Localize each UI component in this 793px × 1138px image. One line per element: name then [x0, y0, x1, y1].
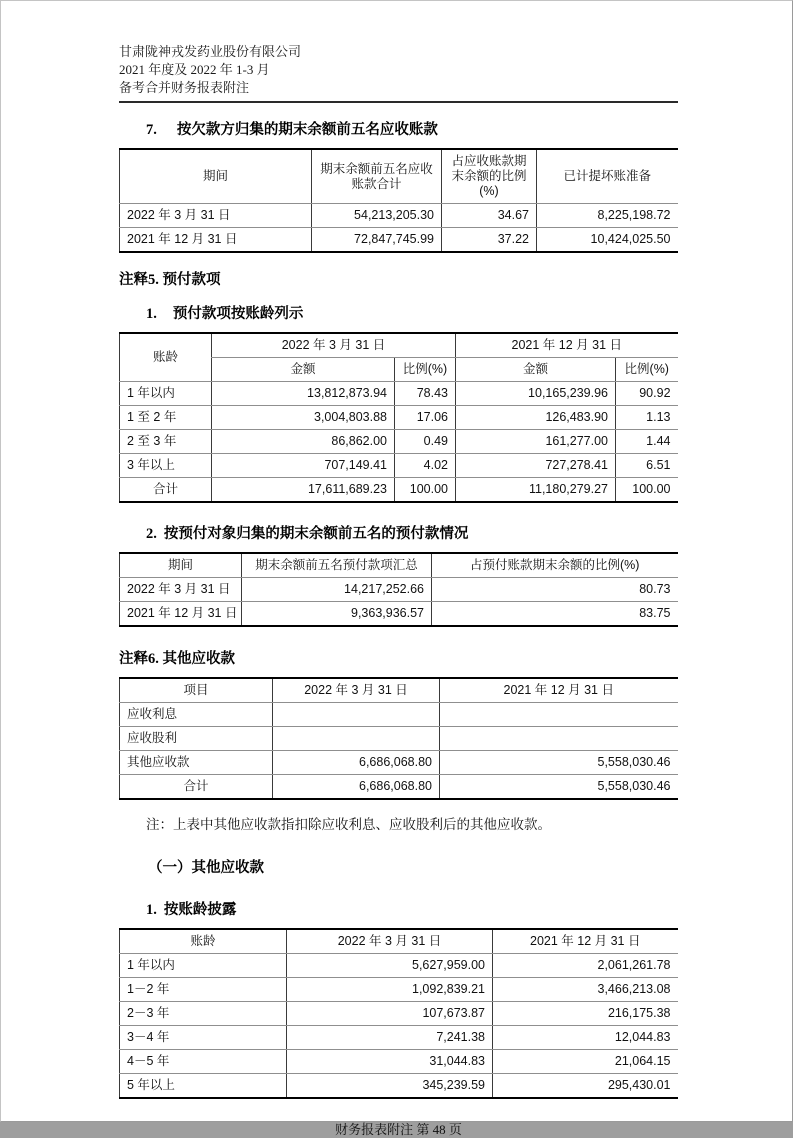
- table-row: [120, 228, 678, 253]
- ratio-cell: 100.00: [616, 478, 678, 503]
- table-row: [120, 382, 678, 406]
- amount-cell: 17,611,689.23: [212, 478, 395, 503]
- page-content: [119, 1, 678, 1138]
- section-title: 按账龄披露: [163, 902, 237, 918]
- column-header: 占应收账款期末余额的比例(%): [442, 149, 537, 204]
- prepayments-aging-table: [119, 332, 678, 503]
- amount-cell: 5,627,959.00: [287, 954, 493, 978]
- section-title: 按欠款方归集的期末余额前五名应收账款: [176, 122, 438, 138]
- table-header-row: [120, 929, 678, 954]
- amount-cell: 161,277.00: [456, 430, 616, 454]
- amount-cell: [273, 727, 440, 751]
- note5-sub1-heading: [146, 302, 678, 323]
- column-header: 金额: [456, 358, 616, 382]
- table-row: [120, 978, 678, 1002]
- period-cell: 2021 年 12 月 31 日: [120, 602, 242, 627]
- column-header: 账龄: [120, 333, 212, 382]
- item-cell: 应收利息: [120, 703, 273, 727]
- table-row: [120, 454, 678, 478]
- table-row: [120, 1050, 678, 1074]
- amount-cell: 5,558,030.46: [440, 775, 678, 800]
- column-header: 期末余额前五名预付款项汇总: [242, 553, 432, 578]
- ratio-cell: 37.22: [442, 228, 537, 253]
- period-cell: 2021 年 12 月 31 日: [120, 228, 312, 253]
- ratio-cell: 100.00: [395, 478, 456, 503]
- section-number: 2.: [146, 526, 157, 542]
- note6-sub1-heading: [146, 898, 678, 919]
- ratio-cell: 1.44: [616, 430, 678, 454]
- aging-cell: 3 年以上: [120, 454, 212, 478]
- aging-cell: 1－2 年: [120, 978, 287, 1002]
- table-header-row: [120, 149, 678, 204]
- table-row: [120, 602, 678, 627]
- aging-cell: 2 至 3 年: [120, 430, 212, 454]
- other-receivables-aging-table: [119, 928, 678, 1099]
- amount-cell: 345,239.59: [287, 1074, 493, 1099]
- amount-cell: 6,686,068.80: [273, 775, 440, 800]
- column-header: 期末余额前五名应收账款合计: [312, 149, 442, 204]
- aging-cell: 1 至 2 年: [120, 406, 212, 430]
- column-header: 2021 年 12 月 31 日: [440, 678, 678, 703]
- amount-cell: 13,812,873.94: [212, 382, 395, 406]
- column-group-header: 2022 年 3 月 31 日: [212, 333, 456, 358]
- amount-cell: 3,004,803.88: [212, 406, 395, 430]
- amount-cell: 1,092,839.21: [287, 978, 493, 1002]
- amount-cell: 21,064.15: [493, 1050, 678, 1074]
- column-header: 比例(%): [616, 358, 678, 382]
- amount-cell: 295,430.01: [493, 1074, 678, 1099]
- amount-cell: 86,862.00: [212, 430, 395, 454]
- amount-cell: 3,466,213.08: [493, 978, 678, 1002]
- column-header: 2022 年 3 月 31 日: [273, 678, 440, 703]
- table-row: [120, 1074, 678, 1099]
- table-row: [120, 954, 678, 978]
- section-title: 按预付对象归集的期末余额前五名的预付款情况: [163, 526, 469, 542]
- amount-cell: 107,673.87: [287, 1002, 493, 1026]
- amount-cell: 9,363,936.57: [242, 602, 432, 627]
- amount-cell: 5,558,030.46: [440, 751, 678, 775]
- period-cell: 2022 年 3 月 31 日: [120, 578, 242, 602]
- column-header: 2021 年 12 月 31 日: [493, 929, 678, 954]
- aging-cell: 2－3 年: [120, 1002, 287, 1026]
- column-header: 期间: [120, 149, 312, 204]
- item-cell: 其他应收款: [120, 751, 273, 775]
- amount-cell: 216,175.38: [493, 1002, 678, 1026]
- section-number: 1.: [146, 902, 157, 918]
- table-row: [120, 406, 678, 430]
- ratio-cell: 1.13: [616, 406, 678, 430]
- section-number: 1.: [146, 306, 157, 322]
- amount-cell: [440, 703, 678, 727]
- ratio-cell: 4.02: [395, 454, 456, 478]
- total-label-cell: 合计: [120, 478, 212, 503]
- amount-cell: [440, 727, 678, 751]
- total-row: [120, 775, 678, 800]
- ratio-cell: 34.67: [442, 204, 537, 228]
- column-header: 金额: [212, 358, 395, 382]
- ratio-cell: 80.73: [432, 578, 678, 602]
- amount-cell: 707,149.41: [212, 454, 395, 478]
- sub-section-one-heading: （一）其他应收款: [148, 860, 264, 876]
- column-header: 期间: [120, 553, 242, 578]
- table-row: [120, 204, 678, 228]
- amount-cell: 2,061,261.78: [493, 954, 678, 978]
- section-7-heading: [146, 118, 678, 139]
- amount-cell: 72,847,745.99: [312, 228, 442, 253]
- ratio-cell: 90.92: [616, 382, 678, 406]
- aging-cell: 1 年以内: [120, 954, 287, 978]
- period-cell: 2022 年 3 月 31 日: [120, 204, 312, 228]
- document-header: [119, 43, 678, 103]
- aging-cell: 1 年以内: [120, 382, 212, 406]
- other-receivables-table: [119, 677, 678, 800]
- column-header: 项目: [120, 678, 273, 703]
- amount-cell: [273, 703, 440, 727]
- section-title: 预付款项按账龄列示: [172, 306, 304, 322]
- amount-cell: 8,225,198.72: [537, 204, 678, 228]
- column-header: 比例(%): [395, 358, 456, 382]
- amount-cell: 31,044.83: [287, 1050, 493, 1074]
- report-period: 2021 年度及 2022 年 1-3 月: [119, 62, 270, 77]
- column-header: 账龄: [120, 929, 287, 954]
- amount-cell: 14,217,252.66: [242, 578, 432, 602]
- report-title: 备考合并财务报表附注: [119, 80, 250, 95]
- column-header: 已计提坏账准备: [537, 149, 678, 204]
- section-number: 7.: [146, 122, 157, 138]
- table-header-row: [120, 553, 678, 578]
- note6-heading: 注释6. 其他应收款: [119, 651, 235, 667]
- table-header-row: [120, 333, 678, 358]
- amount-cell: 11,180,279.27: [456, 478, 616, 503]
- note5-heading: 注释5. 预付款项: [119, 272, 221, 288]
- table-row: [120, 430, 678, 454]
- table-row: [120, 1026, 678, 1050]
- table-row: [120, 1002, 678, 1026]
- column-header: 占预付账款期末余额的比例(%): [432, 553, 678, 578]
- page-footer: 财务报表附注 第 48 页: [335, 1122, 462, 1137]
- amount-cell: 727,278.41: [456, 454, 616, 478]
- column-group-header: 2021 年 12 月 31 日: [456, 333, 678, 358]
- table-row: [120, 727, 678, 751]
- note6-remark: 注：上表中其他应收款指扣除应收利息、应收股利后的其他应收款。: [146, 817, 551, 832]
- total-row: [120, 478, 678, 503]
- amount-cell: 10,424,025.50: [537, 228, 678, 253]
- ratio-cell: 17.06: [395, 406, 456, 430]
- total-label-cell: 合计: [120, 775, 273, 800]
- aging-cell: 4－5 年: [120, 1050, 287, 1074]
- column-header: 2022 年 3 月 31 日: [287, 929, 493, 954]
- table-row: [120, 751, 678, 775]
- table-header-row: [120, 678, 678, 703]
- amount-cell: 7,241.38: [287, 1026, 493, 1050]
- amount-cell: 54,213,205.30: [312, 204, 442, 228]
- table-row: [120, 703, 678, 727]
- ratio-cell: 0.49: [395, 430, 456, 454]
- top5-receivables-table: [119, 148, 678, 253]
- amount-cell: 6,686,068.80: [273, 751, 440, 775]
- ratio-cell: 78.43: [395, 382, 456, 406]
- aging-cell: 5 年以上: [120, 1074, 287, 1099]
- table-row: [120, 578, 678, 602]
- amount-cell: 10,165,239.96: [456, 382, 616, 406]
- ratio-cell: 83.75: [432, 602, 678, 627]
- amount-cell: 12,044.83: [493, 1026, 678, 1050]
- note5-sub2-heading: [146, 522, 678, 543]
- aging-cell: 3－4 年: [120, 1026, 287, 1050]
- amount-cell: 126,483.90: [456, 406, 616, 430]
- item-cell: 应收股利: [120, 727, 273, 751]
- top5-prepayments-table: [119, 552, 678, 627]
- company-name: 甘肃陇神戎发药业股份有限公司: [119, 44, 302, 59]
- ratio-cell: 6.51: [616, 454, 678, 478]
